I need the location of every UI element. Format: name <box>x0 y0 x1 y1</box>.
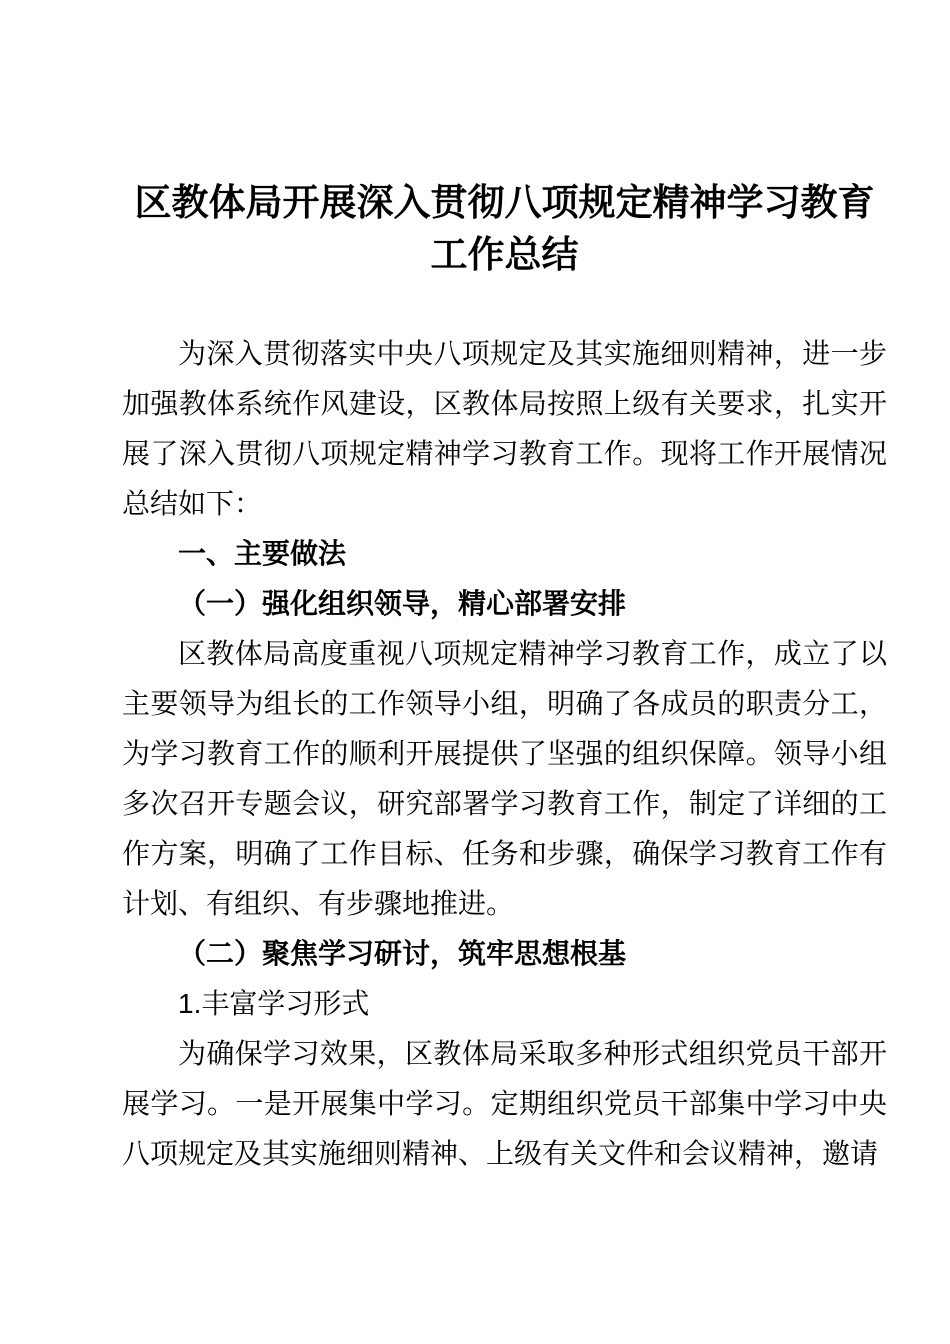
intro-paragraph: 为深入贯彻落实中央八项规定及其实施细则精神，进一步加强教体系统作风建设，区教体局按照上级有关要求，扎实开展了深入贯彻八项规定精神学习教育工作。现将工作开展情况总结如下： <box>122 338 887 519</box>
paragraph-organization-leadership: 区教体局高度重视八项规定精神学习教育工作，成立了以主要领导为组长的工作领导小组，明确了各成员的职责分工，为学习教育工作的顺利开展提供了坚强的组织保障。领导小组多次召开专题会议，研究部署学习教育工作，制定了详细的工作方案，明确了工作目标、任务和步骤，确保学习教育工作有计划、有组织、有步骤地推进。 <box>122 638 887 919</box>
document-title: 区教体局开展深入贯彻八项规定精神学习教育工作总结 <box>134 182 875 275</box>
heading-study-forms: 1.丰富学习形式 <box>178 988 370 1019</box>
heading-organization-leadership: （一）强化组织领导，精心部署安排 <box>178 588 627 619</box>
heading-study-discussion: （二）聚焦学习研讨，筑牢思想根基 <box>178 938 627 969</box>
heading-main-practices: 一、主要做法 <box>178 538 347 569</box>
paragraph-study-forms: 为确保学习效果，区教体局采取多种形式组织党员干部开展学习。一是开展集中学习。定期组织党员干部集中学习中央八项规定及其实施细则精神、上级有关文件和会议精神，邀请 <box>122 1038 887 1169</box>
